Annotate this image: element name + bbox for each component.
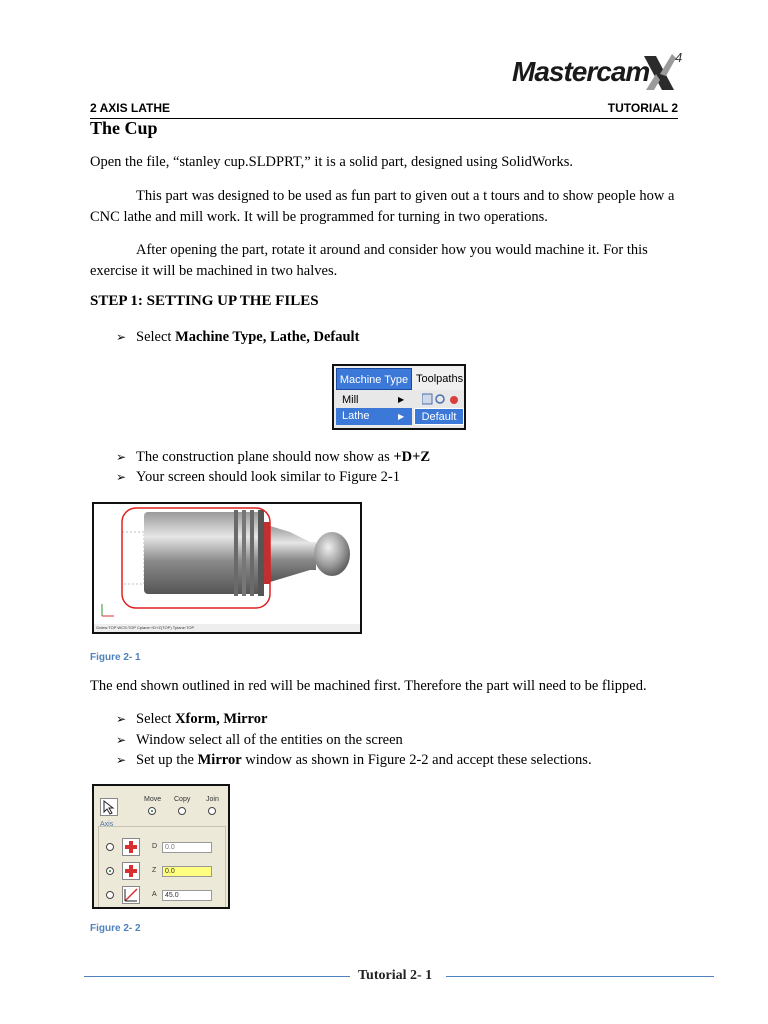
bullet-window-select xyxy=(116,730,403,750)
move-radio xyxy=(148,807,156,815)
submenu-arrow-icon: ▶ xyxy=(398,412,405,421)
paragraph-rotate: After opening the part, rotate it around and consider how you would machine it. For this exercise it will be machined in two halves. xyxy=(90,242,648,279)
axis-d-radio xyxy=(106,843,114,851)
bullet-text: Window select all of the entities on the screen xyxy=(136,732,403,748)
axis-d-icon xyxy=(122,838,140,856)
footer-rule-left xyxy=(84,976,350,977)
bullet-construction-plane xyxy=(116,447,430,467)
axis-d-label: D xyxy=(152,843,158,850)
header-left: 2 AXIS LATHE xyxy=(90,101,171,115)
join-radio xyxy=(208,807,216,815)
bullet-bold-text: +D+Z xyxy=(393,449,431,465)
toolbar-icons xyxy=(422,392,462,406)
footer-page-label: Tutorial 2- 1 xyxy=(358,968,433,983)
bullet-text: Select xyxy=(136,329,176,345)
bullet-select-machine-type xyxy=(116,327,359,347)
axis-a-radio xyxy=(106,891,114,899)
figure-2-1-image xyxy=(92,502,362,634)
bullet-text: Select xyxy=(136,711,176,727)
bullet-select-xform xyxy=(116,709,267,729)
logo-x-icon xyxy=(642,50,676,94)
figure-2-2-image xyxy=(92,784,230,909)
logo-text: Mastercam xyxy=(512,56,650,87)
machine-type-menu-image xyxy=(332,364,466,430)
axis-a-icon xyxy=(122,886,140,904)
bullet-text: window as shown in Figure 2-2 and accept these selections. xyxy=(241,752,592,768)
bullet-mirror-window xyxy=(116,750,592,770)
menu-item-lathe xyxy=(336,408,412,425)
figure-2-2-caption: Figure 2- 2 xyxy=(90,923,141,934)
paragraph-open-file: Open the file, “stanley cup.SLDPRT,” it is a solid part, designed using SolidWorks. xyxy=(90,154,573,170)
menu-item-mill xyxy=(342,392,412,408)
bullet-bold-text: Machine Type, Lathe, Default xyxy=(175,329,360,345)
menu-machine-type: Machine Type xyxy=(336,368,412,390)
page-title: The Cup xyxy=(90,118,158,138)
paragraph-part-purpose: This part was designed to be used as fun part to given out a t tours and to show people how a CNC lathe and mill work. It will be programmed for turning in two operations. xyxy=(90,188,675,225)
bullet-arrow-icon: ➢ xyxy=(116,712,127,726)
figure-status-bar: Gview:TOP WCS:TOP Cplane:+D+Z(TOP) Tplane:TOP xyxy=(94,624,362,632)
menu-item-lathe-label: Lathe xyxy=(342,410,370,422)
figure-2-1-caption: Figure 2- 1 xyxy=(90,652,141,663)
move-label: Move xyxy=(144,796,162,803)
bullet-arrow-icon: ➢ xyxy=(116,753,127,767)
cup-part-drawing xyxy=(94,504,360,624)
menu-item-default: Default xyxy=(414,408,464,425)
bullet-arrow-icon: ➢ xyxy=(116,470,127,484)
submenu-arrow-icon: ▶ xyxy=(398,395,405,404)
menu-item-mill-label: Mill xyxy=(342,394,359,406)
axis-a-field: 45.0 xyxy=(162,890,212,901)
bullet-bold-text: Mirror xyxy=(197,752,242,768)
copy-label: Copy xyxy=(174,796,191,803)
bullet-screen-similar xyxy=(116,467,400,487)
join-label: Join xyxy=(206,796,219,803)
select-entities-icon xyxy=(100,798,118,816)
footer-rule-right xyxy=(446,976,714,977)
bullet-text: The construction plane should now show as xyxy=(136,449,394,465)
bullet-text: Set up the xyxy=(136,752,198,768)
bullet-bold-text: Xform, Mirror xyxy=(175,711,268,727)
axis-z-icon xyxy=(122,862,140,880)
bullet-arrow-icon: ➢ xyxy=(116,330,127,344)
mastercam-logo xyxy=(512,50,682,98)
header-rule xyxy=(90,118,678,119)
menu-toolpaths: Toolpaths xyxy=(416,373,464,385)
axis-d-field: 0.0 xyxy=(162,842,212,853)
bullet-text: Your screen should look similar to Figure 2-1 xyxy=(136,469,400,485)
paragraph-red-end: The end shown outlined in red will be machined first. Therefore the part will need to be flipped. xyxy=(90,678,647,694)
axis-label: Axis xyxy=(100,821,114,828)
axis-z-label: Z xyxy=(152,867,157,874)
axis-a-label: A xyxy=(152,891,157,898)
axis-z-radio xyxy=(106,867,114,875)
bullet-arrow-icon: ➢ xyxy=(116,733,127,747)
axis-z-field: 0.0 xyxy=(162,866,212,877)
header-right: TUTORIAL 2 xyxy=(607,101,678,115)
copy-radio xyxy=(178,807,186,815)
step1-heading: STEP 1: SETTING UP THE FILES xyxy=(90,293,319,309)
logo-superscript: 4 xyxy=(675,50,683,65)
bullet-arrow-icon: ➢ xyxy=(116,450,127,464)
